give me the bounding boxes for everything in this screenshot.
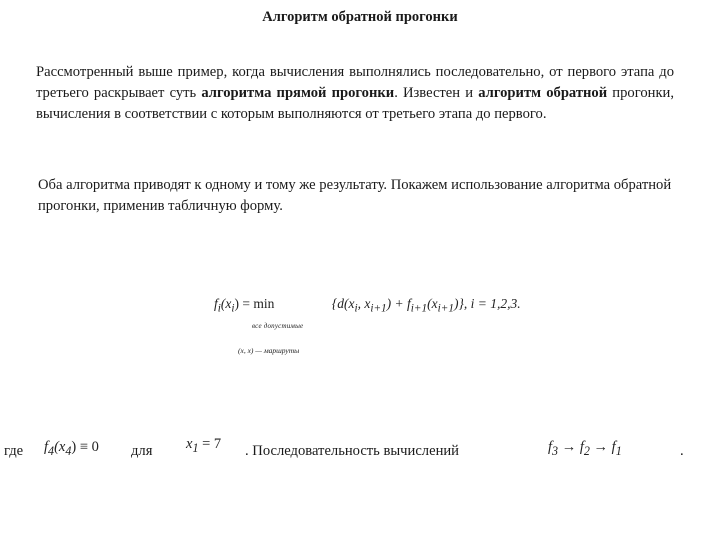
formula-text: (x: [427, 296, 438, 311]
final-period: .: [680, 443, 684, 459]
formula-text: f: [44, 439, 49, 455]
formula-sub: i+1: [410, 302, 428, 315]
text-segment: прогонки, вычисления в соответствии с которым выполняются от третьего этапа до первого.: [36, 85, 674, 122]
formula-sub: 2: [583, 443, 590, 458]
formula-sub: i: [354, 302, 358, 315]
bold-term-backward: алгоритм обратной: [478, 85, 608, 101]
paragraph-same-result: Оба алгоритма приводят к одному и тому же результату. Покажем использование алгоритма обратной прогонки, применив табличную форму.: [38, 177, 672, 214]
formula-sub: 1: [615, 443, 622, 458]
formula-sub: i+1: [437, 302, 454, 315]
formula-text: (x: [54, 439, 66, 455]
formula-sub: i: [217, 302, 221, 315]
formula-text: ) + f: [386, 296, 411, 311]
formula-text: f: [548, 439, 553, 455]
formula-text: f: [579, 439, 584, 455]
formula-sub: 3: [552, 443, 559, 458]
formula-min-subscript: всe допустимые: [252, 322, 304, 330]
x1-formula: [186, 436, 221, 456]
formula-text: = 7: [198, 436, 222, 452]
formula-text: ) ≡ 0: [71, 439, 99, 455]
formula-text: (x: [220, 296, 232, 311]
formula-text: f: [214, 296, 218, 311]
where-label: где: [4, 443, 24, 459]
page-title: Алгоритм обратной прогонки: [262, 9, 458, 25]
paragraph-forward-backward: [36, 62, 674, 125]
sequence-formula: [548, 439, 622, 459]
formula-text: f: [611, 439, 616, 455]
formula-sub: 4: [48, 443, 55, 458]
sequence-label: . Последовательность вычислений: [245, 443, 459, 459]
bold-term-forward: алгоритма прямой прогонки: [201, 85, 395, 101]
formula-text: , x: [357, 296, 371, 311]
formula-index: i = 1,2,3.: [470, 296, 521, 311]
formula-sub: 1: [192, 440, 199, 455]
formula-route-subscript: (x, x) — маршруты: [238, 346, 300, 355]
formula-text: x: [186, 436, 193, 452]
formula-text: ) = min: [234, 296, 275, 311]
boundary-formula: [44, 439, 99, 459]
formula-text: {d(x: [331, 296, 355, 311]
recurrence-formula: [214, 296, 521, 315]
formula-sub: 4: [65, 443, 72, 458]
for-label: для: [131, 443, 153, 459]
formula-text: )},: [453, 296, 468, 311]
formula-sub: i: [231, 302, 235, 315]
text-segment: . Известен и: [394, 85, 479, 101]
formula-sub: i+1: [370, 302, 387, 315]
arrow-icon: →: [558, 439, 580, 455]
arrow-icon: →: [589, 439, 612, 455]
text-segment: Рассмотренный выше пример, когда вычисления выполнялись последовательно, от первого этапа до третьего раскрывает суть: [36, 64, 674, 101]
